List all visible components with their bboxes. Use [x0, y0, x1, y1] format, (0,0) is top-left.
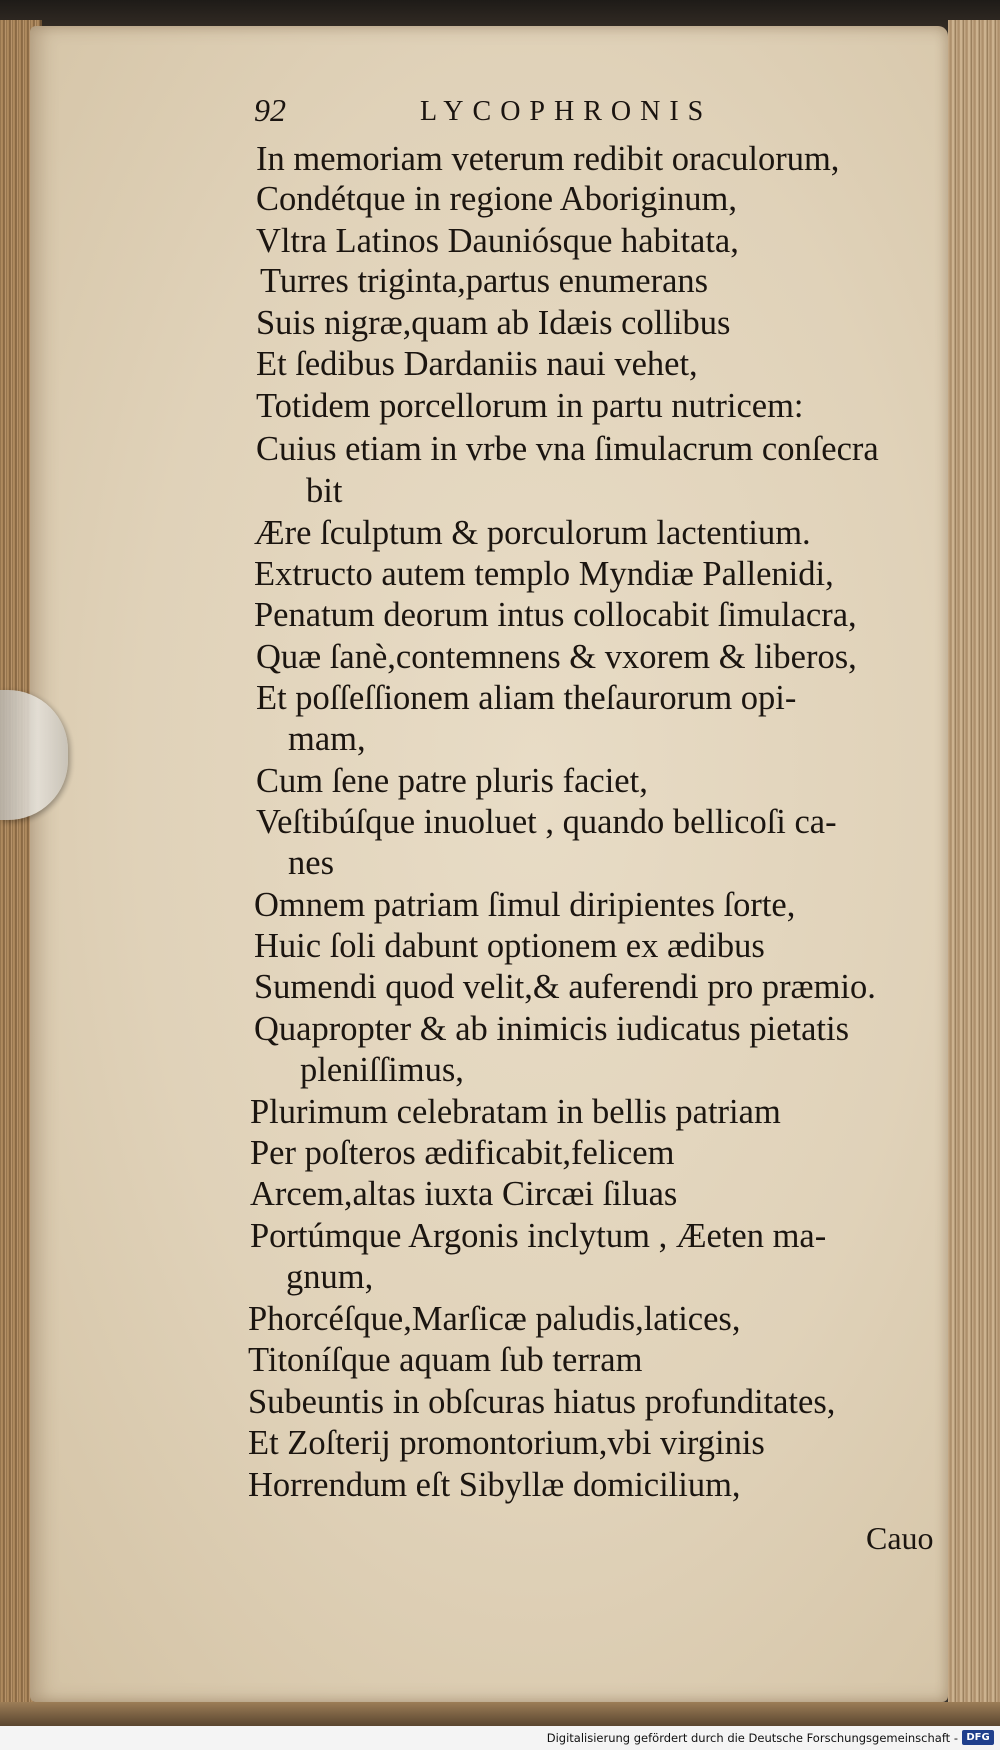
scan-bottom-edge: [0, 1702, 1000, 1726]
text-line: Omnem patriam ſimul diripientes ſorte,: [254, 886, 796, 924]
text-line: Arcem,altas iuxta Circæi ſiluas: [250, 1175, 678, 1213]
text-line: mam,: [288, 720, 366, 758]
text-line: Ære ſculptum & porculorum lactentium.: [254, 514, 811, 552]
text-line: Condétque in regione Aboriginum,: [256, 180, 738, 218]
text-line: Totidem porcellorum in partu nutricem:: [256, 387, 804, 425]
text-line: bit: [306, 472, 343, 510]
text-line: Et ſedibus Dardaniis naui vehet,: [256, 345, 698, 383]
text-line: Vltra Latinos Dauniósque habitata,: [256, 222, 739, 260]
page-number: 92: [254, 92, 286, 128]
text-line: Cum ſene patre pluris faciet,: [256, 762, 648, 800]
text-line: Et poſſeſſionem aliam theſaurorum opi-: [256, 679, 797, 717]
text-line: Subeuntis in obſcuras hiatus profunditates,: [248, 1383, 836, 1421]
text-line: In memoriam veterum redibit oraculorum,: [256, 140, 840, 178]
text-line: Cuius etiam in vrbe vna ſimulacrum conſecra: [256, 430, 879, 468]
text-line: Per poſteros ædificabit,felicem: [250, 1134, 675, 1172]
text-line: Portúmque Argonis inclytum , Æeten ma-: [250, 1217, 827, 1255]
text-line: Et Zoſterij promontorium,vbi virginis: [248, 1424, 765, 1462]
text-line: nes: [288, 844, 334, 882]
text-line: Penatum deorum intus collocabit ſimulacra,: [254, 596, 857, 634]
text-line: Quapropter & ab inimicis iudicatus pietatis: [254, 1010, 849, 1048]
catchword: Cauo: [866, 1520, 934, 1556]
text-line: Horrendum eſt Sibyllæ domicilium,: [248, 1466, 741, 1504]
text-line: Suis nigræ,quam ab Idæis collibus: [256, 304, 731, 342]
text-line: Quæ ſanè,contemnens & vxorem & liberos,: [256, 638, 857, 676]
text-line: Plurimum celebratam in bellis patriam: [250, 1093, 781, 1131]
running-head: LYCOPHRONIS: [420, 96, 713, 127]
footer-credit: Digitalisierung gefördert durch die Deutsche Forschungsgemeinschaft -: [546, 1731, 958, 1745]
text-line: gnum,: [286, 1258, 374, 1296]
text-line: Sumendi quod velit,& auferendi pro præmio.: [254, 968, 876, 1006]
text-line: pleniſſimus,: [300, 1051, 464, 1089]
text-line: Extructo autem templo Myndiæ Pallenidi,: [254, 555, 834, 593]
text-line: Veſtibúſque inuoluet , quando bellicoſi ca-: [256, 803, 837, 841]
book-right-edge: [948, 20, 1000, 1710]
text-line: Huic ſoli dabunt optionem ex ædibus: [254, 927, 765, 965]
text-line: Titoníſque aquam ſub terram: [248, 1341, 643, 1379]
text-line: Turres triginta,partus enumerans: [260, 262, 709, 300]
dfg-logo: DFG: [962, 1730, 994, 1745]
text-line: Phorcéſque,Marſicæ paludis,latices,: [248, 1300, 741, 1338]
